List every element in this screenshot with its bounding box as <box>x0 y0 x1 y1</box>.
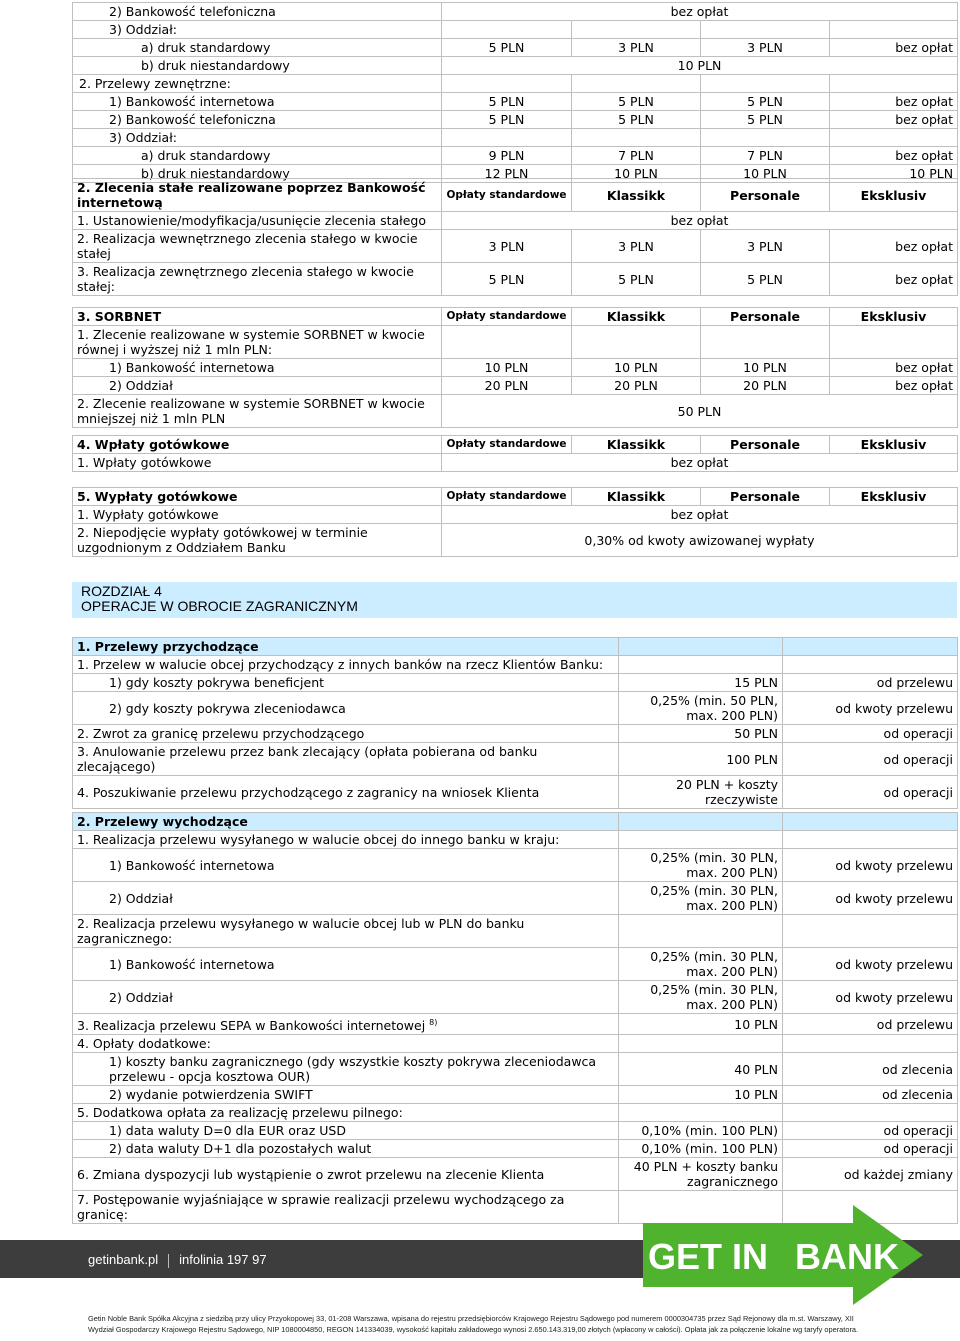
svg-text:GET IN: GET IN <box>648 1236 769 1277</box>
fees-table-cash-deposits: 4. Wpłaty gotówkowe Opłaty standardowe Klassikk Personale Eksklusiv 1. Wpłaty gotówkowe bez opłat <box>72 435 958 472</box>
svg-text:BANK: BANK <box>795 1236 899 1277</box>
legal-notice: Getin Noble Bank Spółka Akcyjna z siedzibą przy ulicy Przyokopowej 33, 01-208 Warszawa, wpisana do rejestru przedsiębiorców Krajowego Rejestru Sądowego pod numerem 0000304735 przez Sąd Rejonowy dla m.st. Warszawy, XII Wydział Gospodarczy Krajowego Rejestru Sądowego, NIP 1080004850, REGON 141334039, wysokość kapitału zakładowego wynosi 2.650.143.319,00 złotych (wpłacony w całości). Opłata jak za połączenie lokalne wg taryfy operatora. <box>88 1314 859 1334</box>
row-label: 2) Bankowość telefoniczna <box>73 3 442 21</box>
fees-table-outgoing-transfers: 2. Przelewy wychodzące 1. Realizacja przelewu wysyłanego w walucie obcej do innego banku w kraju: 1) Bankowość internetowa 0,25% (min. 30 PLN, max. 200 PLN) od kwoty przelewu 2) Oddział 0,25% (min. 30 PLN, max. 200 PLN) od kwoty przelewu 2. Realizacja przelewu wysyłanego w walucie obcej lub w PLN do banku zagranicznego: 1) Bankowość internetowa 0,25% (min. 30 PLN, max. 200 PLN) od kwoty przelewu 2) Oddział 0,25% (min. 30 PLN, max. 200 PLN) od kwoty przelewu 3. Realizacja przelewu SEPA w Bankowości internetowej $^{8)}$ 10 PLN od przelewu 4. Opłaty dodatkowe: 1) koszty banku zagranicznego (gdy wszystkie koszty pokrywa zleceniodawca przelewu - opcja kosztowa OUR) 40 PLN od zlecenia 2) wydanie potwierdzenia SWIFT 10 PLN od zlecenia 5. Dodatkowa opłata za realizację przelewu pilnego: 1) data waluty D=0 dla EUR oraz USD 0,10% (min. 100 PLN) od operacji 2) data waluty D+1 dla pozostałych walut 0,10% (min. 100 PLN) od operacji 6. Zmiana dyspozycji lub wystąpienie o zwrot przelewu na zlecenie Klienta 40 PLN + koszty banku zagranicznego od każdej zmiany 7. Postępowanie wyjaśniające w sprawie realizacji przelewu wychodzącego za granicę: <box>72 812 958 1224</box>
fees-table-sorbnet: 3. SORBNET Opłaty standardowe Klassikk Personale Eksklusiv 1. Zlecenie realizowane w systemie SORBNET w kwocie równej i wyższej niż 1 mln PLN: 1) Bankowość internetowa 10 PLN 10 PLN 10 PLN bez opłat 2) Oddział 20 PLN 20 PLN 20 PLN bez opłat 2. Zlecenie realizowane w systemie SORBNET w kwocie mniejszej niż 1 mln PLN 50 PLN <box>72 307 958 428</box>
website-link[interactable]: getinbank.pl <box>88 1252 159 1267</box>
page-footer <box>0 1205 960 1341</box>
fees-table-incoming-transfers: 1. Przelewy przychodzące 1. Przelew w walucie obcej przychodzący z innych banków na rzecz Klientów Banku: 1) gdy koszty pokrywa beneficjent 15 PLN od przelewu 2) gdy koszty pokrywa zleceniodawca 0,25% (min. 50 PLN, max. 200 PLN) od kwoty przelewu 2. Zwrot za granicę przelewu przychodzącego 50 PLN od operacji 3. Anulowanie przelewu przez bank zlecający (opłata pobierana od banku zlecającego) 100 PLN od operacji 4. Poszukiwanie przelewu przychodzącego z zagranicy na wniosek Klienta 20 PLN + koszty rzeczywiste od operacji <box>72 637 958 809</box>
fees-table-transfers: 2) Bankowość telefoniczna bez opłat 3) Oddział: a) druk standardowy 5 PLN 3 PLN 3 PLN bez opłat b) druk niestandardowy 10 PLN 2. Przelewy zewnętrzne: 1) Bankowość internetowa 5 PLN 5 PLN 5 PLN bez opłat 2) Bankowość telefoniczna 5 PLN 5 PLN 5 PLN bez opłat 3) Oddział: a) druk standardowy 9 PLN 7 PLN 7 PLN bez opłat b) druk niestandardowy 12 PLN 10 PLN 10 PLN 10 PLN <box>72 2 958 183</box>
hotline-text: infolinia 197 97 <box>179 1252 267 1267</box>
chapter-heading: ROZDZIAŁ 4 OPERACJE W OBROCIE ZAGRANICZNYM <box>72 582 957 618</box>
getin-bank-logo <box>643 1205 923 1305</box>
row-label: 3) Oddział: <box>73 21 442 39</box>
fees-table-standing-orders: 2. Zlecenia stałe realizowane poprzez Bankowość internetową Opłaty standardowe Klassikk Personale Eksklusiv 1. Ustanowienie/modyfikacja/usunięcie zlecenia stałego bez opłat 2. Realizacja wewnętrznego zlecenia stałego w kwocie stałej 3 PLN 3 PLN 3 PLN bez opłat 3. Realizacja zewnętrznego zlecenia stałego w kwocie stałej: 5 PLN 5 PLN 5 PLN bez opłat <box>72 178 958 296</box>
fees-table-cash-withdrawals: 5. Wypłaty gotówkowe Opłaty standardowe Klassikk Personale Eksklusiv 1. Wypłaty gotówkowe bez opłat 2. Niepodjęcie wypłaty gotówkowej w terminie uzgodnionym z Oddziałem Banku 0,30% od kwoty awizowanej wypłaty <box>72 487 958 557</box>
